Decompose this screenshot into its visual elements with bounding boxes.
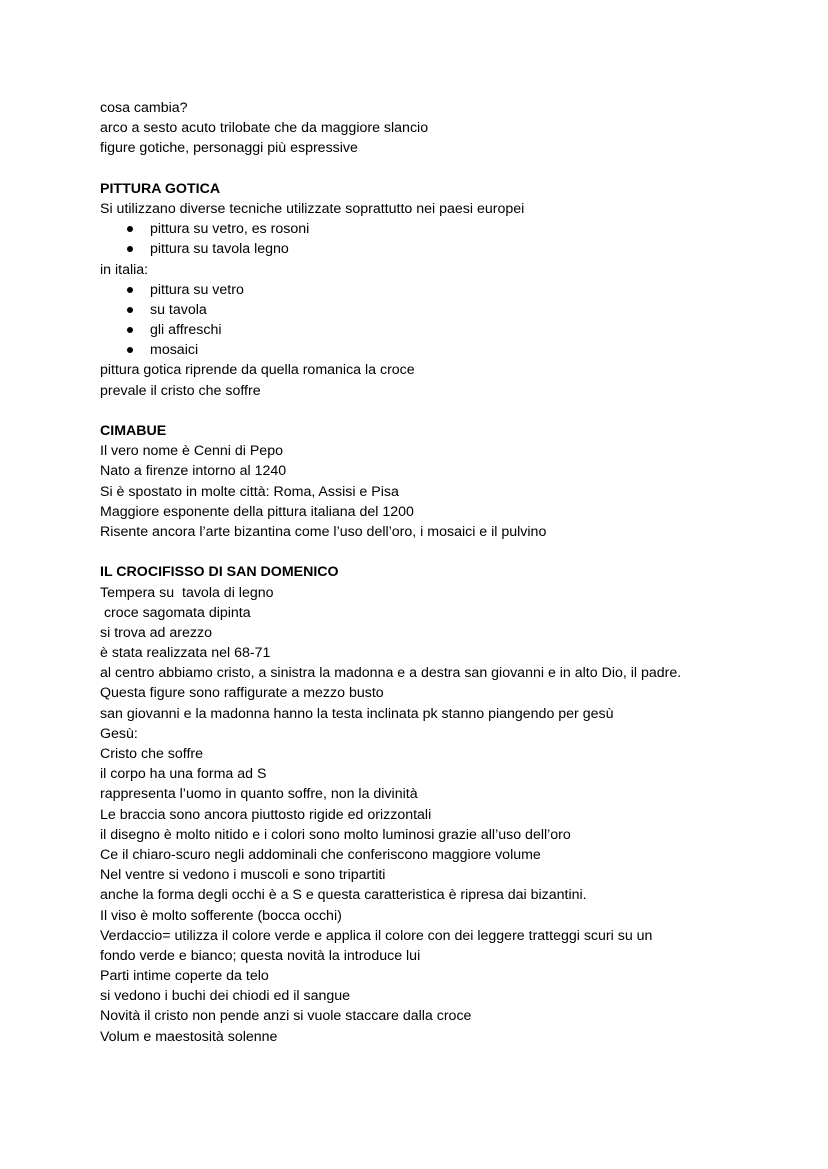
spacer: [100, 542, 800, 562]
document-page: [100, 98, 800, 1047]
paragraph-line: Il vero nome è Cenni di Pepo: [100, 443, 283, 460]
paragraph-line: Gesù:: [100, 725, 138, 742]
intro-line-3: figure gotiche, personaggi più espressive: [100, 140, 358, 157]
section-heading-pittura-gotica: PITTURA GOTICA: [100, 180, 221, 197]
list-item-text: pittura su vetro, es rosoni: [150, 221, 310, 238]
paragraph-line: Maggiore esponente della pittura italiana del 1200: [100, 503, 414, 520]
list-item: [100, 280, 800, 300]
list-item: [100, 340, 800, 360]
intro-line-2: arco a sesto acuto trilobate che da maggiore slancio: [100, 120, 429, 137]
paragraph-line: Si è spostato in molte città: Roma, Assisi e Pisa: [100, 483, 399, 500]
paragraph-line: si vedono i buchi dei chiodi ed il sangue: [100, 988, 351, 1005]
list-item-text: mosaici: [150, 342, 199, 359]
paragraph-line: si trova ad arezzo: [100, 624, 212, 641]
paragraph-line: in italia:: [100, 261, 149, 278]
bullet-list-italia: [100, 280, 800, 361]
paragraph-line: il corpo ha una forma ad S: [100, 766, 267, 783]
paragraph-line: Volum e maestosità solenne: [100, 1028, 278, 1045]
list-item: [100, 300, 800, 320]
paragraph-line: san giovanni e la madonna hanno la testa inclinata pk stanno piangendo per gesù: [100, 705, 614, 722]
paragraph-line: Si utilizzano diverse tecniche utilizzate soprattutto nei paesi europei: [100, 200, 525, 217]
spacer: [100, 159, 800, 179]
bullet-list-techniques: [100, 219, 800, 259]
paragraph-line: Novità il cristo non pende anzi si vuole staccare dalla croce: [100, 1008, 472, 1025]
spacer: [100, 401, 800, 421]
list-item-text: su tavola: [150, 301, 207, 318]
cimabue-section: [100, 421, 800, 542]
bullet-icon: [127, 246, 133, 252]
paragraph-line: il disegno è molto nitido e i colori sono molto luminosi grazie all’uso dell’oro: [100, 826, 571, 843]
paragraph-line: pittura gotica riprende da quella romanica la croce: [100, 362, 415, 379]
list-item: [100, 320, 800, 340]
paragraph-line: prevale il cristo che soffre: [100, 382, 261, 399]
crocifisso-section: [100, 562, 800, 1047]
bullet-icon: [127, 307, 133, 313]
intro-section: [100, 98, 800, 159]
paragraph-line: Cristo che soffre: [100, 746, 204, 762]
paragraph-line: Ce il chiaro-scuro negli addominali che conferiscono maggiore volume: [100, 846, 541, 863]
intro-line-1: cosa cambia?: [100, 100, 188, 116]
paragraph-line: Tempera su tavola di legno: [100, 584, 274, 601]
paragraph-line: Le braccia sono ancora piuttosto rigide ed orizzontali: [100, 806, 432, 823]
paragraph-line: fondo verde e bianco; questa novità la introduce lui: [100, 947, 421, 964]
bullet-icon: [127, 327, 133, 333]
bullet-icon: [127, 347, 133, 353]
bullet-icon: [127, 226, 133, 232]
paragraph-line: Il viso è molto sofferente (bocca occhi): [100, 907, 342, 924]
paragraph-line: Questa figure sono raffigurate a mezzo busto: [100, 685, 384, 702]
paragraph-line: Nato a firenze intorno al 1240: [100, 463, 287, 480]
paragraph-line: anche la forma degli occhi è a S e questa caratteristica è ripresa dai bizantini.: [100, 887, 587, 904]
list-item: [100, 219, 800, 239]
list-item-text: gli affreschi: [150, 322, 222, 339]
section-heading-cimabue: CIMABUE: [100, 423, 167, 439]
list-item: [100, 239, 800, 259]
paragraph-line: al centro abbiamo cristo, a sinistra la madonna e a destra san giovanni e in alto Dio, il padre.: [100, 665, 682, 682]
paragraph-line: Nel ventre si vedono i muscoli e sono tripartiti: [100, 867, 386, 884]
paragraph-line: croce sagomata dipinta: [100, 604, 251, 621]
bullet-icon: [127, 287, 133, 293]
paragraph-line: rappresenta l’uomo in quanto soffre, non la divinità: [100, 786, 418, 803]
list-item-text: pittura su tavola legno: [150, 241, 289, 258]
paragraph-line: Parti intime coperte da telo: [100, 968, 269, 985]
list-item-text: pittura su vetro: [150, 281, 244, 298]
section-heading-crocifisso: IL CROCIFISSO DI SAN DOMENICO: [100, 564, 339, 581]
paragraph-line: Verdaccio= utilizza il colore verde e applica il colore con dei leggere tratteggi scuri su un: [100, 927, 653, 944]
pittura-gotica-section: [100, 179, 800, 401]
paragraph-line: è stata realizzata nel 68-71: [100, 645, 271, 662]
paragraph-line: Risente ancora l’arte bizantina come l’uso dell’oro, i mosaici e il pulvino: [100, 523, 547, 540]
